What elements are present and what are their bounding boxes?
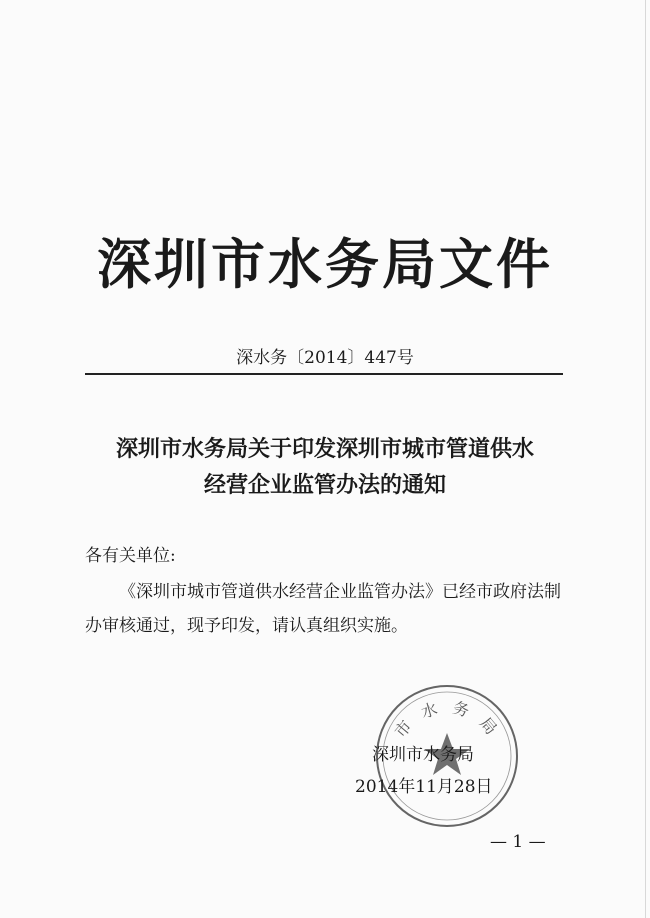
- svg-text:市 水 务 局: 市 水 务 局: [390, 697, 504, 742]
- page-number: — 1 —: [490, 832, 546, 852]
- body-paragraph-line-1: 《深圳市城市管道供水经营企业监管办法》已经市政府法制: [119, 582, 561, 602]
- issue-date: 2014年11月28日: [355, 777, 493, 797]
- issuer-name: 深圳市水务局: [372, 745, 474, 765]
- document-number: 深水务〔2014〕447号: [236, 348, 414, 368]
- notice-title: [0, 432, 650, 504]
- body-paragraph: [85, 575, 575, 643]
- header-divider: [85, 373, 563, 375]
- salutation: 各有关单位:: [85, 546, 176, 566]
- document-header-title: 深圳市水务局文件: [97, 233, 553, 296]
- notice-title-line-2: 经营企业监管办法的通知: [203, 473, 446, 498]
- body-paragraph-line-2: 办审核通过，现予印发，请认真组织实施。: [85, 616, 408, 636]
- notice-title-line-1: 深圳市水务局关于印发深圳市城市管道供水: [115, 437, 534, 462]
